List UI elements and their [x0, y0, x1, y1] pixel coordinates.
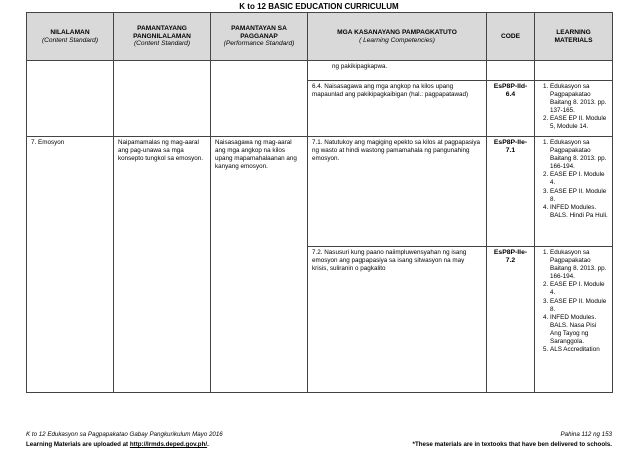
materials-list	[539, 139, 608, 220]
content-standard-cell	[114, 61, 211, 137]
header-content-standard: PAMANTAYANG PANGNILALAMAN (Content Standard)	[114, 13, 211, 61]
content-standard-cell: Naipamamalas ng mag-aaral ang pag-unawa sa mga konsepto tungkol sa emosyon.	[114, 137, 211, 393]
materials-cell	[535, 137, 613, 247]
table-row	[27, 61, 613, 81]
material-item: 4. INFED Modules. BALS. Hindi Pa Huli.	[550, 204, 608, 220]
material-item: 4. INFED Modules. BALS. Nasa Pisi Ang Tayog ng Saranggola.	[550, 314, 608, 346]
footer-period: .	[207, 441, 209, 448]
content-cell: 7. Emosyon	[27, 137, 114, 393]
performance-cell	[211, 61, 308, 137]
material-item: 1. Edukasyon sa Pagpapakatao Baitang 8. 2013. pp. 137-165.	[550, 83, 608, 115]
material-item: 5. ALS Accreditation	[550, 346, 608, 354]
header-materials: LEARNING MATERIALS	[535, 13, 613, 61]
materials-list	[539, 249, 608, 354]
header-competencies: MGA KASANAYANG PAMPAGKATUTO ( Learning Competencies)	[308, 13, 487, 61]
table-row	[27, 137, 613, 247]
document-title: K to 12 BASIC EDUCATION CURRICULUM	[239, 2, 399, 11]
material-item: 1. Edukasyon sa Pagpapakatao Baitang 8. 2013. pp. 166-194.	[550, 249, 608, 281]
competency-cell: 7.1. Natutukoy ang magiging epekto sa kilos at pagpapasiya ng wasto at hindi wastong pamamahala ng pangunahing emosyon.	[308, 137, 487, 247]
footer-upload-text: Learning Materials are uploaded at	[26, 441, 129, 448]
content-cell	[27, 61, 114, 137]
material-item: 1. Edukasyon sa Pagpapakatao Baitang 8. 2013. pp. 166-194.	[550, 139, 608, 171]
page-number: Pahina 112 ng 153	[560, 431, 612, 438]
footer-line-2	[26, 441, 612, 448]
lrmds-link[interactable]: http://lrmds.deped.gov.ph/	[129, 441, 208, 448]
curriculum-table	[26, 12, 613, 393]
materials-cell	[535, 81, 613, 137]
materials-cell	[535, 247, 613, 393]
code-cell: EsP8P-IIe-7.2	[487, 247, 535, 393]
performance-cell: Naisasagawa ng mag-aaral ang mga angkop na kilos upang mapamahalaanan ang kanyang emosyon.	[211, 137, 308, 393]
material-item: 2. EASE EP I. Module 4.	[550, 171, 608, 187]
material-item: 3. EASE EP II. Module 8.	[550, 298, 608, 314]
footer-note: *These materials are in textooks that have ben delivered to schools.	[412, 441, 612, 448]
materials-cell	[535, 61, 613, 81]
header-code: CODE	[487, 13, 535, 61]
code-cell: EsP8P-IIe-7.1	[487, 137, 535, 247]
competency-cell: 7.2. Nasusuri kung paano naiimpluwensyahan ng isang emosyon ang pagpapasiya sa isang sitwasyon na may krisis, suliranin o pagkalito	[308, 247, 487, 393]
material-item: 3. EASE EP II. Module 8.	[550, 188, 608, 204]
materials-list	[539, 83, 608, 132]
header-content: NILALAMAN (Content Standard)	[27, 13, 114, 61]
material-item: 2. EASE EP I. Module 4.	[550, 281, 608, 297]
header-row	[27, 13, 613, 61]
competency-cell: ng pakikipagkapwa.	[308, 61, 487, 81]
footer-line-1	[26, 431, 612, 438]
competency-cell: 6.4. Naisasagawa ang mga angkop na kilos upang mapaunlad ang pakikipagkaibigan (hal.: pagpapatawad)	[308, 81, 487, 137]
material-item: 2. EASE EP II. Module 5, Module 14.	[550, 115, 608, 131]
code-cell	[487, 61, 535, 81]
footer-document-name: K to 12 Edukasyon sa Pagpapakatao Gabay Pangkurikulum Mayo 2016	[26, 431, 223, 438]
code-cell: EsP8P-IId-6.4	[487, 81, 535, 137]
header-performance-standard: PAMANTAYAN SA PAGGANAP (Performance Standard)	[211, 13, 308, 61]
